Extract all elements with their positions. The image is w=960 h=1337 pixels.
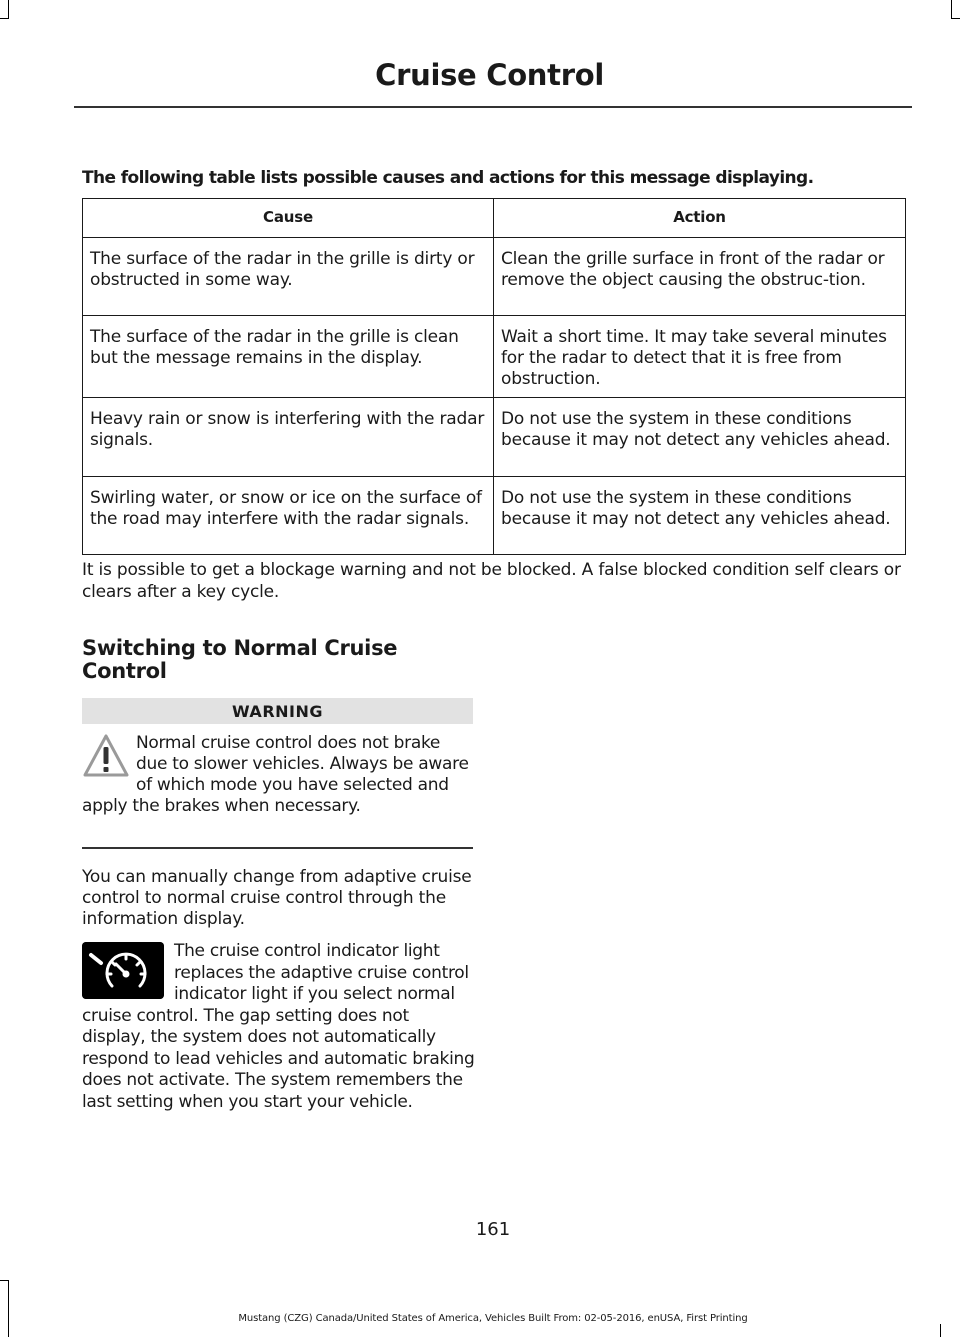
- cause-cell: The surface of the radar in the grille is clean but the message remains in the display.: [83, 316, 494, 398]
- blockage-note: It is possible to get a blockage warning and not be blocked. A false blocked condition self clears or clears after a key cycle.: [82, 560, 901, 602]
- cruise-control-indicator-icon: [82, 942, 164, 999]
- column-header-action: Action: [494, 199, 906, 238]
- indicator-paragraph: [82, 941, 476, 1113]
- action-cell: Wait a short time. It may take several minutes for the radar to detect that it is free from obstruction.: [494, 316, 906, 398]
- crop-mark: [0, 1280, 9, 1281]
- crop-mark: [940, 1324, 941, 1337]
- crop-mark: [0, 18, 9, 19]
- footer: Mustang (CZG) Canada/United States of America, Vehicles Built From: 02-05-2016, enUSA, First Printing: [238, 1313, 748, 1324]
- table-row: [83, 398, 906, 477]
- page-title: Cruise Control: [375, 58, 604, 92]
- warning-label: WARNING: [82, 698, 473, 724]
- action-cell: Clean the grille surface in front of the radar or remove the object causing the obstruc-tion.: [494, 238, 906, 316]
- action-cell: Do not use the system in these conditions because it may not detect any vehicles ahead.: [494, 477, 906, 555]
- cause-cell: Swirling water, or snow or ice on the surface of the road may interfere with the radar signals.: [83, 477, 494, 555]
- table-row: [83, 238, 906, 316]
- cause-cell: The surface of the radar in the grille is dirty or obstructed in some way.: [83, 238, 494, 316]
- crop-mark: [8, 0, 9, 18]
- warning-triangle-icon: [82, 733, 130, 779]
- header-divider: [74, 106, 912, 108]
- section-heading: Switching to Normal Cruise Control: [82, 636, 398, 683]
- crop-mark: [951, 18, 960, 19]
- table-intro: The following table lists possible causes and actions for this message displaying.: [82, 168, 814, 188]
- action-cell: Do not use the system in these conditions because it may not detect any vehicles ahead.: [494, 398, 906, 477]
- warning-text: Normal cruise control does not brake due to slower vehicles. Always be aware of which mode you have selected and apply the brakes when necessary.: [82, 733, 469, 816]
- table-row: [83, 477, 906, 555]
- warning-divider: [82, 847, 473, 849]
- causes-actions-table: [82, 198, 906, 555]
- paragraph: You can manually change from adaptive cruise control to normal cruise control through the information display.: [82, 867, 472, 929]
- crop-mark: [8, 1280, 9, 1337]
- warning-box: [82, 733, 476, 817]
- column-header-cause: Cause: [83, 199, 494, 238]
- indicator-text: The cruise control indicator light replaces the adaptive cruise control indicator light if you select normal cruise control. The gap setting does not display, the system does not automatically respond to lead vehicles and automatic braking does not activate. The system remembers the last setting when you start your vehicle.: [82, 941, 475, 1112]
- cause-cell: Heavy rain or snow is interfering with the radar signals.: [83, 398, 494, 477]
- crop-mark: [951, 0, 952, 18]
- table-header-row: [83, 199, 906, 238]
- table-row: [83, 316, 906, 398]
- page-number: 161: [475, 1219, 511, 1240]
